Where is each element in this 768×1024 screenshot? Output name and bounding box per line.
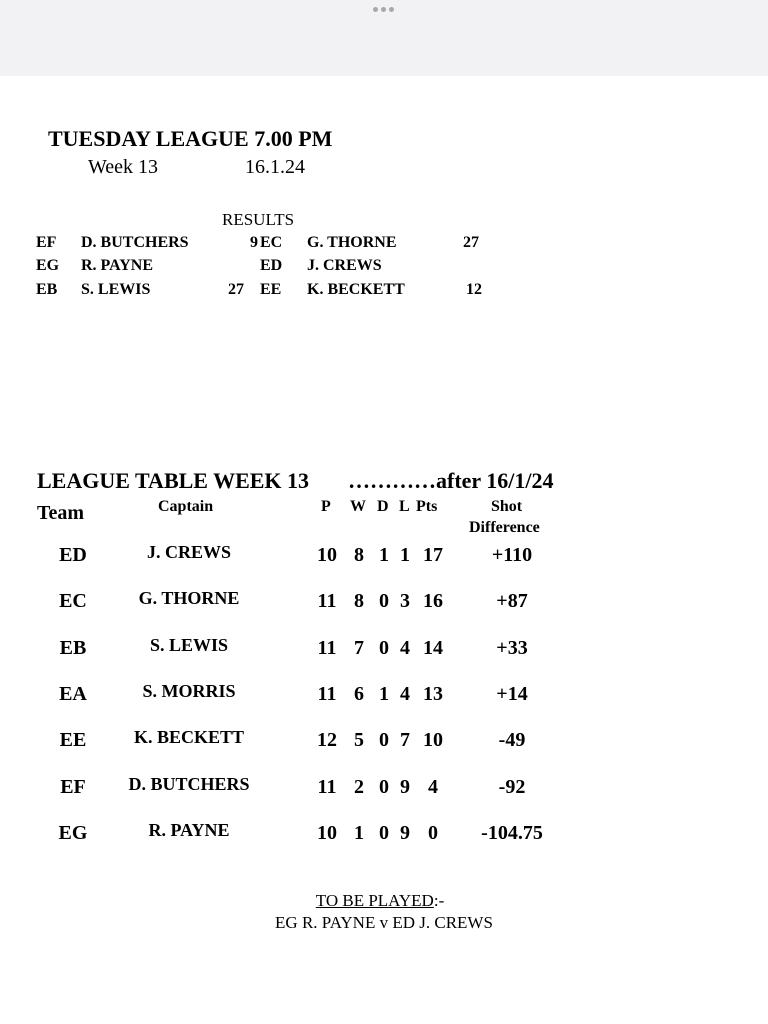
cell-team: EF <box>60 776 86 798</box>
result-away-code: EE <box>260 281 282 298</box>
more-options-icon[interactable] <box>373 7 395 13</box>
cell-captain: S. LEWIS <box>149 635 229 655</box>
cell-played: 10 <box>317 544 337 566</box>
cell-played: 12 <box>317 729 337 751</box>
week-date: 16.1.24 <box>245 156 305 178</box>
result-away-name: G. THORNE <box>307 234 397 251</box>
cell-team: EA <box>59 683 87 705</box>
result-home-name: S. LEWIS <box>81 281 151 298</box>
cell-drawn: 0 <box>379 822 389 844</box>
cell-shot-difference: -104.75 <box>481 822 543 844</box>
cell-team: EC <box>59 590 87 612</box>
cell-played: 11 <box>317 683 337 705</box>
cell-team: EE <box>59 729 87 751</box>
header-difference: Difference <box>469 519 540 536</box>
header-team: Team <box>37 502 85 524</box>
cell-lost: 9 <box>400 776 410 798</box>
cell-points: 4 <box>428 776 438 798</box>
cell-captain: G. THORNE <box>138 588 240 608</box>
cell-drawn: 0 <box>379 637 389 659</box>
header-drawn: D <box>377 498 389 515</box>
cell-shot-difference: -92 <box>498 776 526 798</box>
result-home-code: EB <box>36 281 58 298</box>
cell-points: 17 <box>423 544 443 566</box>
to-be-played <box>180 891 580 911</box>
cell-won: 8 <box>354 590 364 612</box>
cell-drawn: 0 <box>379 776 389 798</box>
cell-lost: 1 <box>400 544 410 566</box>
cell-played: 10 <box>317 822 337 844</box>
result-away-code: ED <box>260 257 283 274</box>
header-won: W <box>350 498 366 515</box>
cell-played: 11 <box>317 590 337 612</box>
result-home-score: 9 <box>250 234 258 251</box>
cell-team: EG <box>58 822 88 844</box>
cell-points: 16 <box>423 590 443 612</box>
result-away-code: EC <box>260 234 283 251</box>
cell-shot-difference: +33 <box>496 637 528 659</box>
cell-won: 1 <box>354 822 364 844</box>
document-page <box>0 76 768 1024</box>
header-lost: L <box>399 498 410 515</box>
cell-captain: D. BUTCHERS <box>128 774 250 794</box>
cell-captain: R. PAYNE <box>148 820 230 840</box>
cell-drawn: 1 <box>379 544 389 566</box>
week-label: Week 13 <box>88 156 159 178</box>
cell-played: 11 <box>317 776 337 798</box>
cell-shot-difference: +110 <box>491 544 533 566</box>
cell-shot-difference: +87 <box>496 590 528 612</box>
result-away-score: 27 <box>463 234 479 251</box>
cell-lost: 9 <box>400 822 410 844</box>
cell-drawn: 1 <box>379 683 389 705</box>
browser-top-bar <box>0 0 768 76</box>
header-shot: Shot <box>491 498 523 515</box>
cell-captain: S. MORRIS <box>142 681 236 701</box>
cell-lost: 4 <box>400 637 410 659</box>
result-home-score: 27 <box>228 281 244 298</box>
cell-won: 2 <box>354 776 364 798</box>
cell-won: 7 <box>354 637 364 659</box>
fixture-line: EG R. PAYNE v ED J. CREWS <box>275 913 493 932</box>
cell-shot-difference: -49 <box>498 729 526 751</box>
result-home-name: R. PAYNE <box>81 257 154 274</box>
cell-points: 14 <box>423 637 443 659</box>
league-table-after: …………after 16/1/24 <box>348 468 554 493</box>
result-away-score: 12 <box>466 281 482 298</box>
cell-points: 13 <box>423 683 443 705</box>
result-home-code: EG <box>36 257 60 274</box>
result-away-name: J. CREWS <box>307 257 382 274</box>
result-home-name: D. BUTCHERS <box>81 234 189 251</box>
result-home-code: EF <box>36 234 57 251</box>
cell-won: 5 <box>354 729 364 751</box>
results-heading: RESULTS <box>222 210 295 229</box>
cell-won: 6 <box>354 683 364 705</box>
header-captain: Captain <box>158 498 214 515</box>
cell-lost: 4 <box>400 683 410 705</box>
cell-team: ED <box>59 544 87 566</box>
cell-drawn: 0 <box>379 729 389 751</box>
to-be-played-suffix: :- <box>433 891 445 910</box>
league-table-title: LEAGUE TABLE WEEK 13 <box>37 468 310 493</box>
cell-points: 10 <box>423 729 443 751</box>
cell-captain: K. BECKETT <box>133 727 245 747</box>
cell-drawn: 0 <box>379 590 389 612</box>
cell-played: 11 <box>317 637 337 659</box>
header-played: P <box>321 498 331 515</box>
cell-won: 8 <box>354 544 364 566</box>
result-away-name: K. BECKETT <box>307 281 405 298</box>
to-be-played-label: TO BE PLAYED <box>315 891 434 910</box>
league-title: TUESDAY LEAGUE 7.00 PM <box>48 126 333 151</box>
cell-lost: 3 <box>400 590 410 612</box>
cell-points: 0 <box>428 822 438 844</box>
cell-shot-difference: +14 <box>496 683 528 705</box>
cell-lost: 7 <box>400 729 410 751</box>
header-points: Pts <box>416 498 438 515</box>
cell-captain: J. CREWS <box>146 542 231 562</box>
cell-team: EB <box>59 637 87 659</box>
